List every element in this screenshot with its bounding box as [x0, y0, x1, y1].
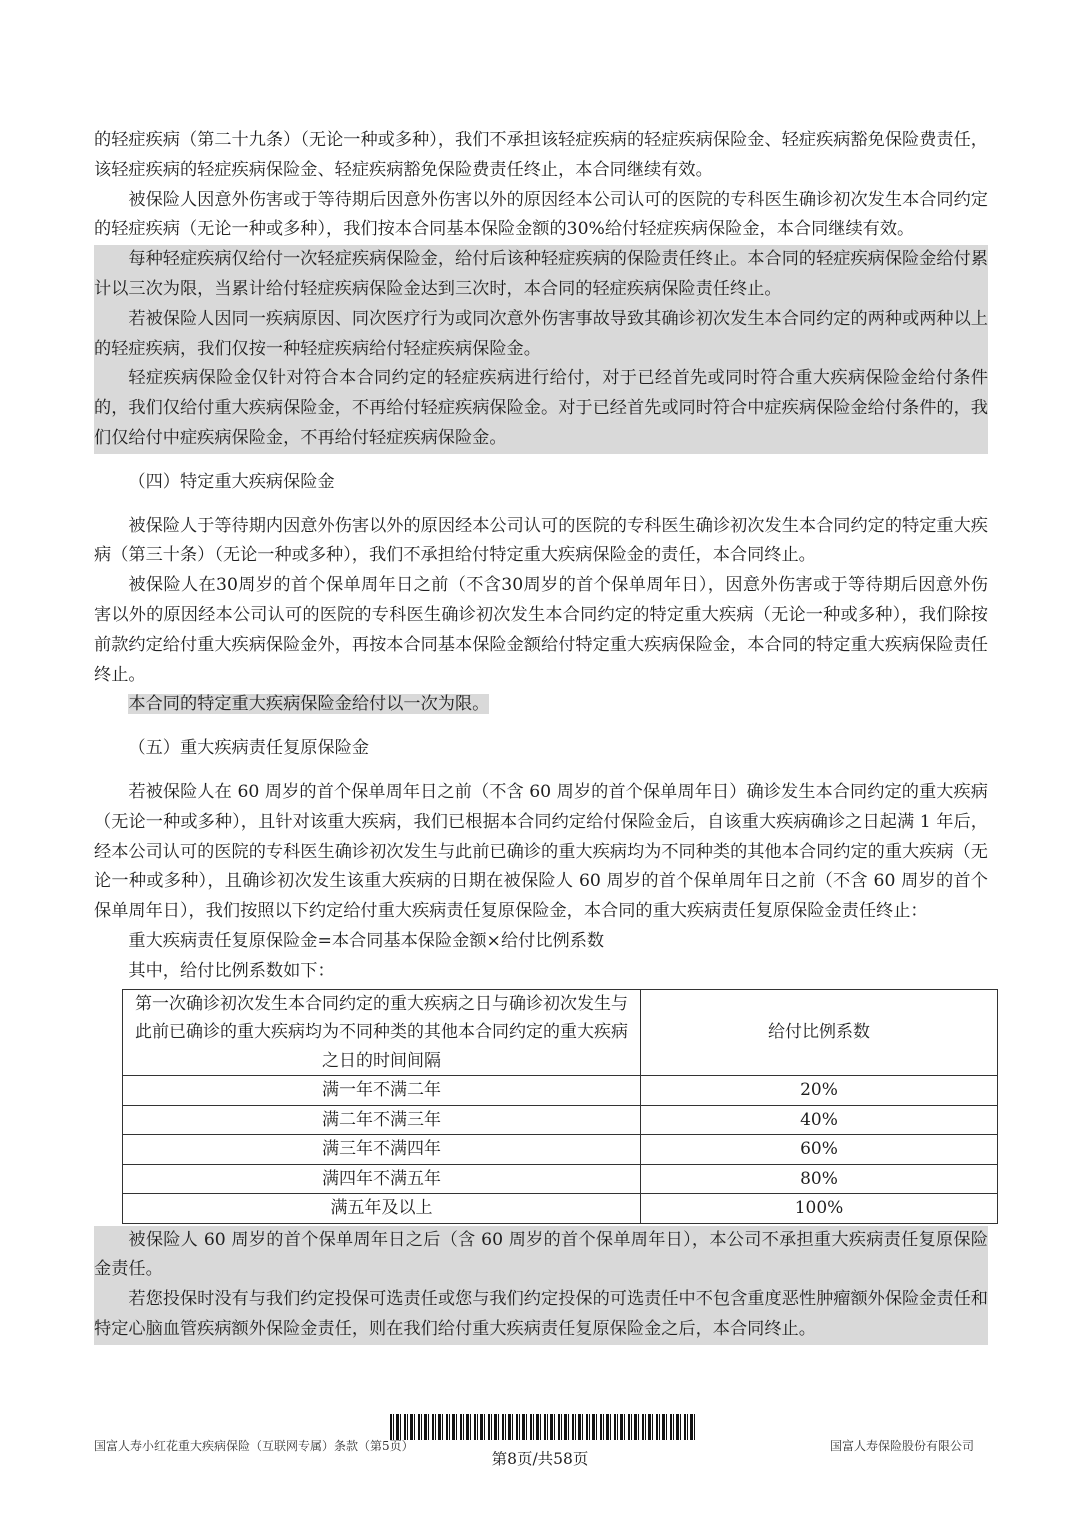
page-number: 第8页/共58页	[491, 1450, 589, 1468]
highlighted-paragraph: 轻症疾病保险金仅针对符合本合同约定的轻症疾病进行给付，对于已经首先或同时符合重大疾病保险金给付条件的，我们仅给付重大疾病保险金，不再给付轻症疾病保险金。对于已经首先或同时符合中症疾病保险金给付条件的，我们仅给付中症疾病保险金，不再给付轻症疾病保险金。	[94, 364, 988, 453]
formula: 重大疾病责任复原保险金=本合同基本保险金额×给付比例系数	[128, 930, 605, 951]
barcode-image	[390, 1414, 696, 1440]
table-cell-interval: 满一年不满二年	[123, 1076, 641, 1106]
table-row	[123, 1164, 998, 1194]
table-header-ratio: 给付比例系数	[641, 989, 998, 1076]
table-cell-ratio: 20%	[641, 1076, 998, 1106]
highlighted-paragraph: 每种轻症疾病仅给付一次轻症疾病保险金，给付后该种轻症疾病的保险责任终止。本合同的轻症疾病保险金给付累计以三次为限，当累计给付轻症疾病保险金达到三次时，本合同的轻症疾病保险责任终止。	[94, 245, 988, 305]
table-cell-interval: 满五年及以上	[123, 1194, 641, 1224]
table-row	[123, 1194, 998, 1224]
paragraph: 被保险人于等待期内因意外伤害以外的原因经本公司认可的医院的专科医生确诊初次发生本合同约定的特定重大疾病（第三十条）（无论一种或多种），我们不承担给付特定重大疾病保险金的责任，本合同终止。	[94, 515, 988, 566]
paragraph: 被保险人因意外伤害或于等待期后因意外伤害以外的原因经本公司认可的医院的专科医生确诊初次发生本合同约定的轻症疾病（无论一种或多种），我们按本合同基本保险金额的30%给付轻症疾病保险金，本合同继续有效。	[94, 189, 988, 240]
table-cell-interval: 满三年不满四年	[123, 1135, 641, 1165]
section-heading: （五）重大疾病责任复原保险金	[128, 738, 370, 759]
table-cell-ratio: 60%	[641, 1135, 998, 1165]
table-cell-interval: 满二年不满三年	[123, 1105, 641, 1135]
highlighted-text: 本合同的特定重大疾病保险金给付以一次为限。	[128, 694, 490, 715]
table-row	[123, 1105, 998, 1135]
table-intro: 其中，给付比例系数如下：	[128, 960, 335, 981]
table-cell-ratio: 80%	[641, 1164, 998, 1194]
table-cell-interval: 满四年不满五年	[123, 1164, 641, 1194]
paragraph: 若被保险人在 60 周岁的首个保单周年日之前（不含 60 周岁的首个保单周年日）确诊发生本合同约定的重大疾病（无论一种或多种），且针对该重大疾病，我们已根据本合同约定给付保险金后，自该重大疾病确诊之日起满 1 年后，经本公司认可的医院的专科医生确诊初次发生与此前已确诊的重大疾病均为不同种类的其他本合同约定的重大疾病（无论一种或多种），且确诊初次发生该重大疾病的日期在被保险人 60 周岁的首个保单周年日之前（不含 60 周岁的首个保单周年日），我们按照以下约定给付重大疾病责任复原保险金，本合同的重大疾病责任复原保险金责任终止：	[94, 781, 988, 922]
table-row	[123, 1135, 998, 1165]
highlighted-paragraph: 若被保险人因同一疾病原因、同次医疗行为或同次意外伤害事故导致其确诊初次发生本合同约定的两种或两种以上的轻症疾病，我们仅按一种轻症疾病给付轻症疾病保险金。	[94, 305, 988, 365]
paragraph: 的轻症疾病（第二十九条）（无论一种或多种），我们不承担该轻症疾病的轻症疾病保险金、轻症疾病豁免保险费责任，该轻症疾病的轻症疾病保险金、轻症疾病豁免保险费责任终止，本合同继续有效。	[94, 130, 988, 180]
table-row	[123, 1076, 998, 1106]
table-header-interval: 第一次确诊初次发生本合同约定的重大疾病之日与确诊初次发生与此前已确诊的重大疾病均为不同种类的其他本合同约定的重大疾病之日的时间间隔	[123, 989, 641, 1076]
ratio-table	[122, 989, 998, 1224]
document-body	[94, 126, 988, 1345]
section-heading: （四）特定重大疾病保险金	[128, 471, 335, 492]
footer-document-title: 国富人寿小红花重大疾病保险（互联网专属）条款（第5页）	[94, 1439, 414, 1453]
highlighted-paragraph: 若您投保时没有与我们约定投保可选责任或您与我们约定投保的可选责任中不包含重度恶性肿瘤额外保险金责任和特定心脑血管疾病额外保险金责任，则在我们给付重大疾病责任复原保险金之后，本合同终止。	[94, 1285, 988, 1345]
table-header-row	[123, 989, 998, 1076]
table-cell-ratio: 40%	[641, 1105, 998, 1135]
paragraph: 被保险人在30周岁的首个保单周年日之前（不含30周岁的首个保单周年日），因意外伤害或于等待期后因意外伤害以外的原因经本公司认可的医院的专科医生确诊初次发生本合同约定的特定重大疾病（无论一种或多种），我们除按前款约定给付重大疾病保险金外，再按本合同基本保险金额给付特定重大疾病保险金，本合同的特定重大疾病保险责任终止。	[94, 575, 988, 685]
footer-company-name: 国富人寿保险股份有限公司	[829, 1439, 974, 1453]
highlighted-paragraph: 被保险人 60 周岁的首个保单周年日之后（含 60 周岁的首个保单周年日），本公司不承担重大疾病责任复原保险金责任。	[94, 1226, 988, 1286]
table-cell-ratio: 100%	[641, 1194, 998, 1224]
